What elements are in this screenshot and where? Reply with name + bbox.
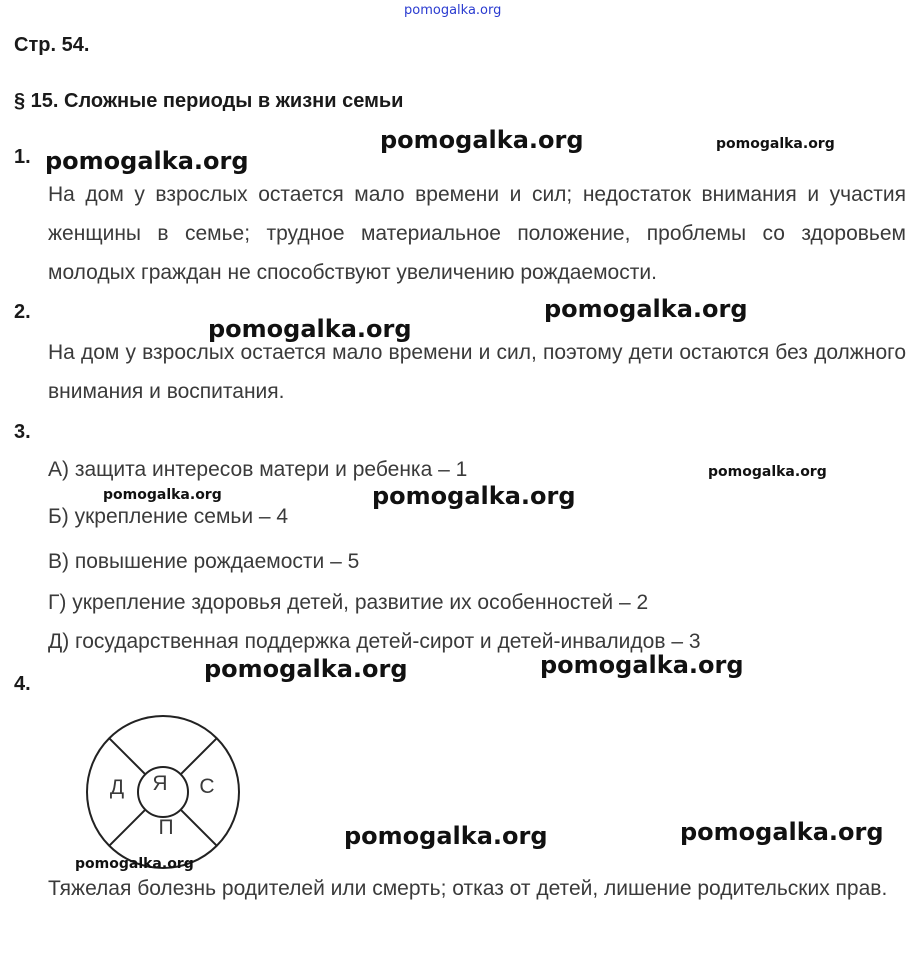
watermark: pomogalka.org [204,655,408,683]
watermark: pomogalka.org [208,315,412,343]
divider-bottom-left [109,810,145,846]
watermark: pomogalka.org [680,818,884,846]
watermark: pomogalka.org [716,136,835,152]
watermark: pomogalka.org [380,126,584,154]
page-label: Стр. 54. [14,34,90,56]
diagram-bottom-label: П [158,816,174,839]
section-title: § 15. Сложные периоды в жизни семьи [14,90,404,112]
divider-top-right [181,738,217,774]
answer-number-2: 2. [14,301,31,323]
divider-bottom-right [181,810,217,846]
diagram-center-label: Я [152,772,168,795]
watermark: pomogalka.org [708,464,827,480]
watermark: pomogalka.org [45,147,249,175]
divider-top-left [109,738,145,774]
diagram-right-label: С [199,775,215,798]
answer-text-1: На дом у взрослых остается мало времени и сил; недостаток внимания и участия женщины в семье; трудное материальное положение, проблемы со здоровьем молодых граждан не способствуют увеличению рождаемости. [48,183,906,284]
answer-number-4: 4. [14,673,31,695]
answer-text-2: На дом у взрослых остается мало времени и сил, поэтому дети остаются без должного внимания и воспитания. [48,341,906,403]
answer-number-3: 3. [14,421,31,443]
site-header-watermark: pomogalka.org [404,3,502,18]
list-item-a: А) защита интересов матери и ребенка – 1 [48,458,468,481]
watermark: pomogalka.org [372,482,576,510]
list-item-e: Д) государственная поддержка детей-сирот и детей-инвалидов – 3 [48,630,701,653]
answer-text-4: Тяжелая болезнь родителей или смерть; отказ от детей, лишение родительских прав. [48,877,888,900]
watermark: pomogalka.org [103,487,222,503]
list-item-d: Г) укрепление здоровья детей, развитие их особенностей – 2 [48,591,649,614]
answer-number-1: 1. [14,146,31,168]
watermark: pomogalka.org [344,822,548,850]
family-circle-diagram [84,713,244,873]
list-item-c: В) повышение рождаемости – 5 [48,550,360,573]
list-item-b: Б) укрепление семьи – 4 [48,505,289,528]
watermark: pomogalka.org [75,856,194,872]
diagram-left-label: Д [109,776,125,799]
watermark: pomogalka.org [540,651,744,679]
watermark: pomogalka.org [544,295,748,323]
